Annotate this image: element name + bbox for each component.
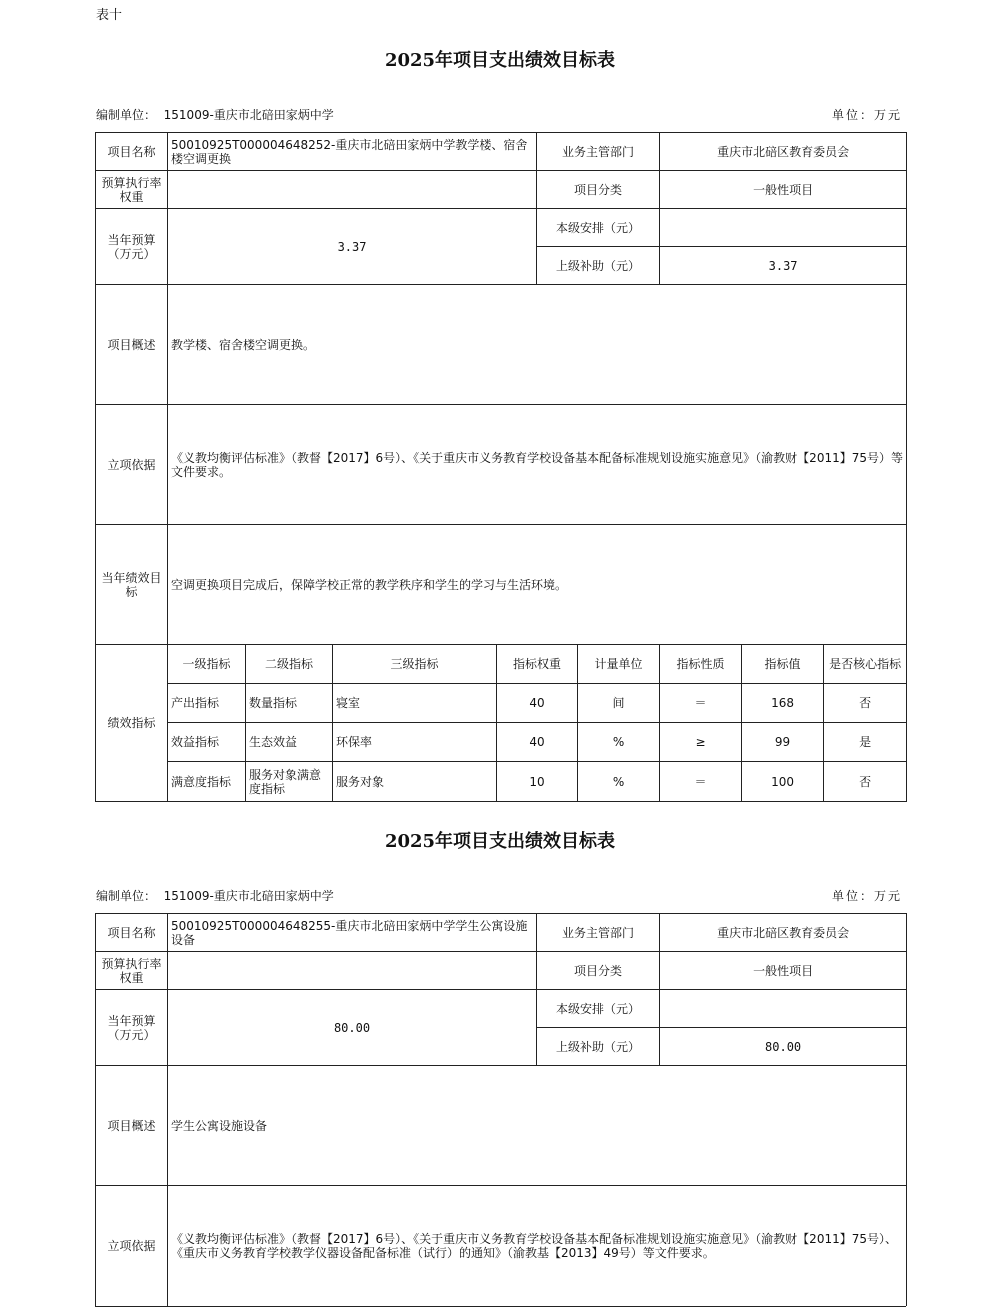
header-value: 指标值 xyxy=(742,645,824,684)
level2-cell: 服务对象满意度指标 xyxy=(246,762,333,802)
core-cell: 否 xyxy=(824,684,907,723)
header-core: 是否核心指标 xyxy=(824,645,907,684)
project-name-value: 50010925T000004648252-重庆市北碚田家炳中学教学楼、宿舍楼空调更换 xyxy=(168,133,537,171)
superior-funding-label: 上级补助（元） xyxy=(537,247,660,285)
project-name-label: 项目名称 xyxy=(96,914,168,952)
org-value: 151009-重庆市北碚田家炳中学 xyxy=(163,108,334,122)
level1-cell: 满意度指标 xyxy=(168,762,246,802)
dept-label: 业务主管部门 xyxy=(537,133,660,171)
level3-cell: 环保率 xyxy=(333,723,497,762)
table-row xyxy=(96,684,907,723)
budget-value: 3.37 xyxy=(168,209,537,285)
basis-value: 《义教均衡评估标准》（教督【2017】6号）、《关于重庆市义务教育学校设备基本配备标准规划设施实施意见》（渝教财【2011】75号）等文件要求。 xyxy=(168,405,907,525)
header-level3: 三级指标 xyxy=(333,645,497,684)
table-row xyxy=(96,723,907,762)
budget-value: 80.00 xyxy=(168,990,537,1066)
page-bottom-border xyxy=(95,1306,906,1307)
unit-cell: % xyxy=(578,723,660,762)
basis-label: 立项依据 xyxy=(96,405,168,525)
unit-label: 单位：万元 xyxy=(831,108,902,122)
weight-cell: 10 xyxy=(497,762,578,802)
basis-label: 立项依据 xyxy=(96,1186,168,1306)
form-title: 2025年项目支出绩效目标表 xyxy=(384,50,616,71)
nature-cell: ≥ xyxy=(660,723,742,762)
dept-label: 业务主管部门 xyxy=(537,914,660,952)
dept-value: 重庆市北碚区教育委员会 xyxy=(660,133,907,171)
exec-rate-label: 预算执行率权重 xyxy=(96,171,168,209)
local-funding-value xyxy=(660,209,907,247)
unit-label: 单位：万元 xyxy=(831,889,902,903)
level2-cell: 数量指标 xyxy=(246,684,333,723)
overview-label: 项目概述 xyxy=(96,285,168,405)
performance-target-table xyxy=(95,913,907,1306)
nature-cell: ＝ xyxy=(660,684,742,723)
overview-value: 学生公寓设施设备 xyxy=(168,1066,907,1186)
performance-target-table xyxy=(95,132,907,802)
form-meta-row xyxy=(96,106,906,123)
header-weight: 指标权重 xyxy=(497,645,578,684)
form-meta-row xyxy=(96,887,906,904)
goal-value: 空调更换项目完成后，保障学校正常的教学秩序和学生的学习与生活环境。 xyxy=(168,525,907,645)
superior-funding-label: 上级补助（元） xyxy=(537,1028,660,1066)
header-nature: 指标性质 xyxy=(660,645,742,684)
weight-cell: 40 xyxy=(497,684,578,723)
local-funding-value xyxy=(660,990,907,1028)
indicator-header-row xyxy=(96,645,907,684)
dept-value: 重庆市北碚区教育委员会 xyxy=(660,914,907,952)
budget-label: 当年预算（万元） xyxy=(96,990,168,1066)
org-value: 151009-重庆市北碚田家炳中学 xyxy=(163,889,334,903)
budget-label: 当年预算（万元） xyxy=(96,209,168,285)
value-cell: 168 xyxy=(742,684,824,723)
goal-label: 当年绩效目标 xyxy=(96,525,168,645)
level3-cell: 寝室 xyxy=(333,684,497,723)
level1-cell: 产出指标 xyxy=(168,684,246,723)
unit-cell: % xyxy=(578,762,660,802)
header-level2: 二级指标 xyxy=(246,645,333,684)
core-cell: 否 xyxy=(824,762,907,802)
value-cell: 99 xyxy=(742,723,824,762)
local-funding-label: 本级安排（元） xyxy=(537,209,660,247)
category-value: 一般性项目 xyxy=(660,952,907,990)
level3-cell: 服务对象 xyxy=(333,762,497,802)
level1-cell: 效益指标 xyxy=(168,723,246,762)
project-name-label: 项目名称 xyxy=(96,133,168,171)
exec-rate-label: 预算执行率权重 xyxy=(96,952,168,990)
category-label: 项目分类 xyxy=(537,171,660,209)
value-cell: 100 xyxy=(742,762,824,802)
indicators-label: 绩效指标 xyxy=(96,645,168,802)
table-row xyxy=(96,762,907,802)
local-funding-label: 本级安排（元） xyxy=(537,990,660,1028)
superior-funding-value: 80.00 xyxy=(660,1028,907,1066)
category-value: 一般性项目 xyxy=(660,171,907,209)
overview-value: 教学楼、宿舍楼空调更换。 xyxy=(168,285,907,405)
header-level1: 一级指标 xyxy=(168,645,246,684)
project-name-value: 50010925T000004648255-重庆市北碚田家炳中学学生公寓设施设备 xyxy=(168,914,537,952)
superior-funding-value: 3.37 xyxy=(660,247,907,285)
form-title: 2025年项目支出绩效目标表 xyxy=(384,831,616,852)
core-cell: 是 xyxy=(824,723,907,762)
exec-rate-value xyxy=(168,171,537,209)
overview-label: 项目概述 xyxy=(96,1066,168,1186)
category-label: 项目分类 xyxy=(537,952,660,990)
exec-rate-value xyxy=(168,952,537,990)
level2-cell: 生态效益 xyxy=(246,723,333,762)
nature-cell: ＝ xyxy=(660,762,742,802)
org-label: 编制单位： xyxy=(96,108,157,122)
table-number-label: 表十 xyxy=(96,8,123,23)
weight-cell: 40 xyxy=(497,723,578,762)
basis-value: 《义教均衡评估标准》（教督【2017】6号）、《关于重庆市义务教育学校设备基本配备标准规划设施实施意见》（渝教财【2011】75号）、《重庆市义务教育学校教学仪器设备配备标准（试行）的通知》（渝教基【2013】49号）等文件要求。 xyxy=(168,1186,907,1306)
org-label: 编制单位： xyxy=(96,889,157,903)
unit-cell: 间 xyxy=(578,684,660,723)
header-unit: 计量单位 xyxy=(578,645,660,684)
